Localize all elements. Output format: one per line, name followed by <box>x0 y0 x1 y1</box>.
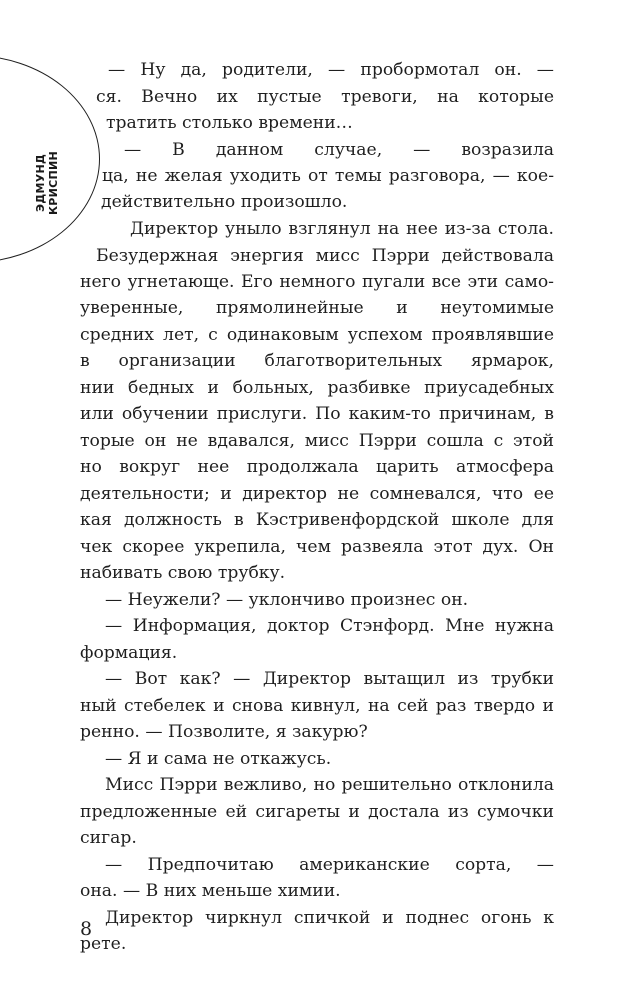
text-line: — Неужели? — уклончиво произнес он. <box>105 590 469 610</box>
author-name <box>27 132 67 234</box>
text-line: тратить столько времени… <box>106 113 353 133</box>
author-first-name: ЭДМУНД <box>34 153 47 213</box>
text-line: — В данном случае, — возразила <box>124 140 554 160</box>
text-line: деятельности; и директор не сомневался, что ее <box>80 484 554 504</box>
text-line: в организации благотворительных ярмарок, <box>80 351 554 371</box>
text-line: Мисс Пэрри вежливо, но решительно отклонила <box>105 775 554 795</box>
text-line: — Предпочитаю американские сорта, — <box>105 855 554 875</box>
text-line: формация. <box>80 643 178 663</box>
text-line: но вокруг нее продолжала царить атмосфера <box>80 457 554 477</box>
text-line: она. — В них меньше химии. <box>80 881 341 901</box>
text-line: нии бедных и больных, разбивке приусадебных <box>80 378 554 398</box>
text-line: ренно. — Позволите, я закурю? <box>80 722 368 742</box>
text-line: предложенные ей сигареты и достала из сумочки <box>80 802 554 822</box>
text-line: — Информация, доктор Стэнфорд. Мне нужна <box>105 616 554 636</box>
text-line: Директор уныло взглянул на нее из-за стола. <box>130 219 554 239</box>
page-number: 8 <box>80 918 93 940</box>
text-line: — Я и сама не откажусь. <box>105 749 332 769</box>
text-line: ца, не желая уходить от темы разговора, — кое- <box>102 166 554 186</box>
text-line: Директор чиркнул спичкой и поднес огонь к <box>105 908 554 928</box>
text-line: или обучении прислуги. По каким-то причинам, в <box>80 404 554 424</box>
text-line: кая должность в Кэстривенфордской школе для <box>80 510 554 530</box>
text-line: Безудержная энергия мисс Пэрри действовала <box>96 246 554 266</box>
text-line: чек скорее укрепила, чем развеяла этот дух. Он <box>80 537 554 557</box>
text-line: уверенные, прямолинейные и неутомимые <box>80 298 554 318</box>
text-line: рете. <box>80 934 127 954</box>
text-line: ный стебелек и снова кивнул, на сей раз твердо и <box>80 696 554 716</box>
author-last-name: КРИСПИН <box>47 150 60 216</box>
text-line: средних лет, с одинаковым успехом проявлявшие <box>80 325 554 345</box>
text-line: торые он не вдавался, мисс Пэрри сошла с этой <box>80 431 554 451</box>
text-line: — Вот как? — Директор вытащил из трубки <box>105 669 554 689</box>
text-line: набивать свою трубку. <box>80 563 286 583</box>
text-line: сигар. <box>80 828 137 848</box>
text-line: действительно произошло. <box>101 192 348 212</box>
text-line: него угнетающе. Его немного пугали все эти само- <box>80 272 554 292</box>
text-line: — Ну да, родители, — пробормотал он. — <box>108 60 554 80</box>
text-line: ся. Вечно их пустые тревоги, на которые <box>96 87 554 107</box>
